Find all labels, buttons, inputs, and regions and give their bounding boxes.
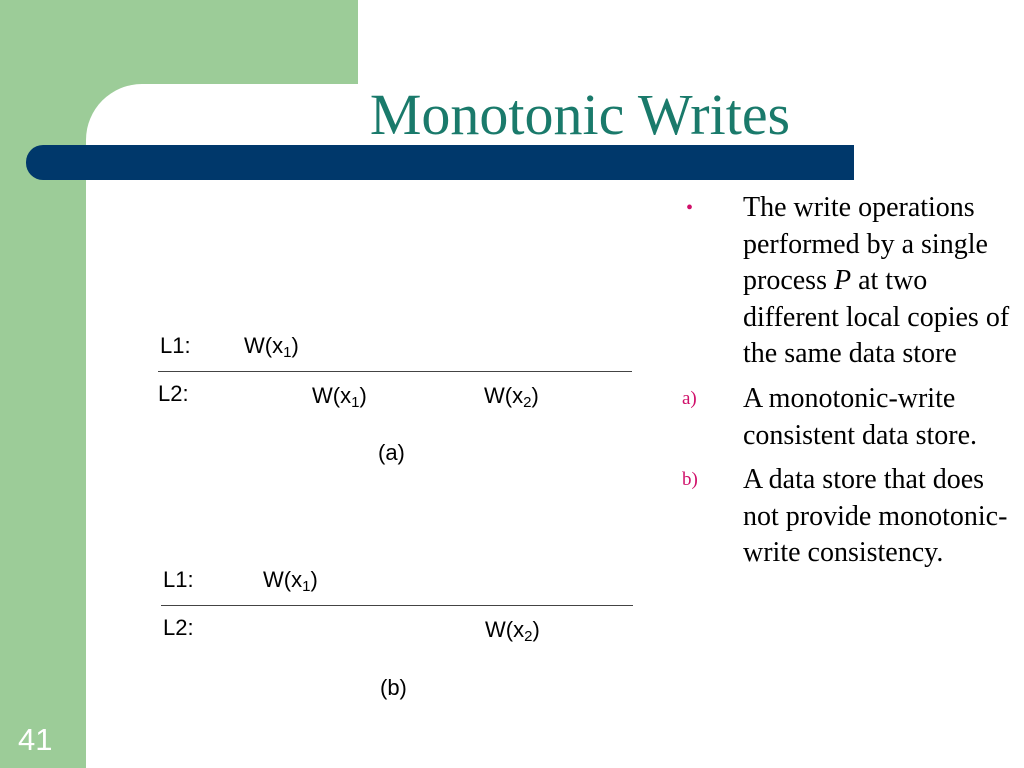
write-event: $W(x_1)$ xyxy=(263,567,318,595)
bullet-item xyxy=(676,462,1016,572)
timeline-divider xyxy=(158,371,632,372)
title-bar xyxy=(26,145,854,180)
bullet-list xyxy=(676,190,1016,580)
bullet-text: A monotonic-write consistent data store. xyxy=(743,382,978,451)
write-event: $W(x_1)$ xyxy=(312,383,367,411)
row-label-l1: L1: xyxy=(163,567,194,592)
page-number: 41 xyxy=(18,722,53,757)
bullet-marker: a) xyxy=(682,387,697,409)
slide-title: Monotonic Writes xyxy=(369,82,791,147)
write-event: $W(x_2)$ xyxy=(485,617,540,645)
row-label-l2: L2: xyxy=(158,381,189,406)
row-label-l1: L1: xyxy=(160,333,191,358)
write-event: $W(x_1)$ xyxy=(244,333,299,361)
bullet-item xyxy=(676,381,1016,454)
bullet-marker: b) xyxy=(682,469,698,491)
diagram-label-b: (b) xyxy=(380,675,407,700)
bullet-item xyxy=(676,190,1016,373)
row-label-l2: L2: xyxy=(163,615,194,640)
diagram-label-a: (a) xyxy=(378,440,405,465)
bullet-text: The write operations performed by a single process P at two different local copies of the same data store xyxy=(743,192,1010,370)
write-event: $W(x_2)$ xyxy=(484,383,539,411)
timeline-divider xyxy=(161,605,633,606)
bullet-marker: • xyxy=(686,197,694,219)
bullet-text: A data store that does not provide monotonic-write consistency. xyxy=(743,464,1008,569)
